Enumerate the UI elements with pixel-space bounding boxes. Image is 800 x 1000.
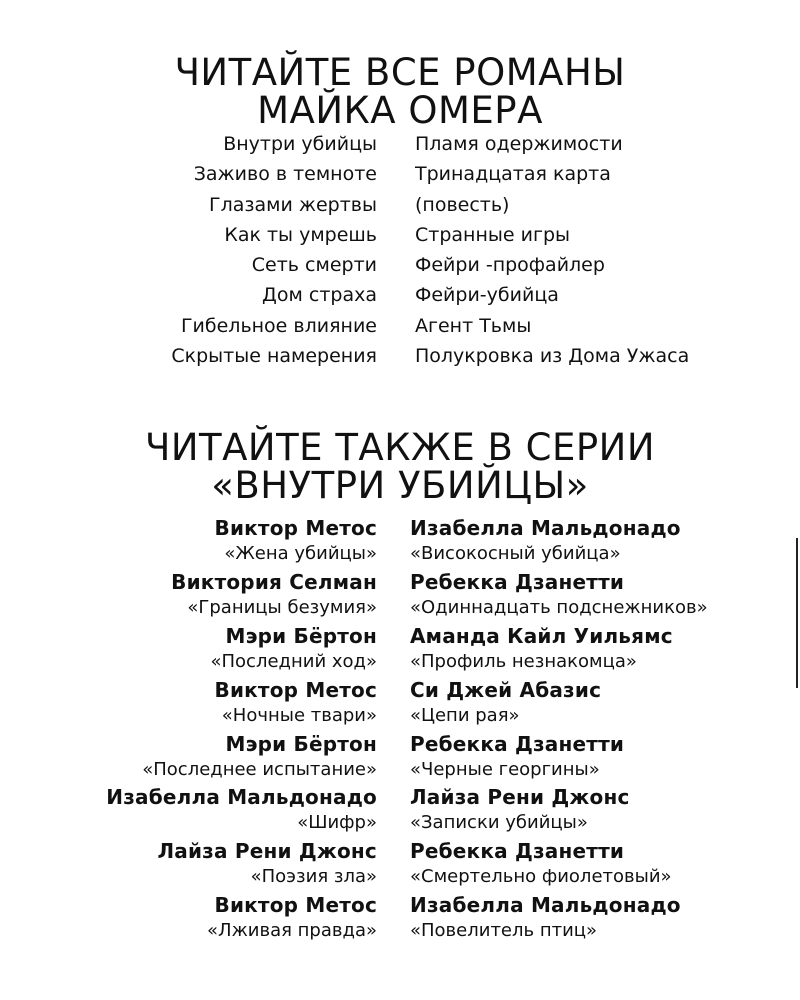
book-title: «Границы безумия» — [187, 596, 377, 618]
series-heading-line1: ЧИТАЙТЕ ТАКЖЕ В СЕРИИ — [144, 426, 656, 469]
series-heading-line2: «ВНУТРИ УБИЙЦЫ» — [211, 464, 589, 507]
novel-title-left: Внутри убийцы — [223, 133, 377, 155]
all-novels-heading-line1: ЧИТАЙТЕ ВСЕ РОМАНЫ — [174, 51, 626, 94]
series-book-left — [215, 677, 378, 728]
book-author: Виктор Метос — [214, 893, 377, 918]
series-row — [0, 731, 800, 785]
series-book-right — [410, 731, 624, 782]
book-author: Мэри Бёртон — [225, 623, 377, 648]
novel-row — [0, 190, 800, 220]
novel-title-left: Дом страха — [262, 284, 377, 307]
book-title: «Ночные твари» — [221, 704, 377, 726]
novel-row — [0, 129, 800, 159]
book-author: Виктор Метос — [214, 516, 377, 540]
book-author: Ребекка Дзанетти — [410, 731, 625, 756]
series-book-left — [157, 838, 377, 889]
novel-row — [0, 220, 800, 250]
novel-title-right: Фейри -профайлер — [415, 254, 605, 277]
novel-row — [0, 280, 800, 310]
all-novels-heading-line2: МАЙКА ОМЕРА — [257, 89, 543, 132]
series-row — [0, 677, 800, 731]
novel-row — [0, 159, 800, 189]
novel-title-right: Фейри-убийца — [415, 284, 559, 307]
novel-title-right: Полукровка из Дома Ужаса — [415, 345, 690, 368]
book-title: «Поэзия зла» — [250, 866, 377, 888]
book-author: Си Джей Абазис — [410, 677, 602, 702]
novel-title-right: Агент Тьмы — [415, 314, 532, 337]
series-book-left — [215, 515, 378, 566]
book-author: Аманда Кайл Уильямс — [410, 623, 673, 648]
series-book-right — [410, 892, 681, 943]
book-author: Виктория Селман — [171, 569, 377, 594]
novel-title-left: Как ты умрешь — [224, 223, 377, 246]
book-title: «Одиннадцать подснежников» — [410, 596, 708, 618]
series-book-left — [142, 731, 377, 782]
novel-title-left: Гибельное влияние — [180, 314, 377, 337]
book-author: Лайза Рени Джонс — [410, 785, 630, 810]
novel-title-left: Глазами жертвы — [209, 193, 377, 216]
series-book-right — [410, 838, 672, 889]
series-book-left — [207, 892, 377, 943]
page-edge-line — [796, 538, 798, 688]
book-title: «Високосный убийца» — [410, 543, 621, 564]
novel-row — [0, 311, 800, 341]
book-author: Ребекка Дзанетти — [410, 839, 625, 864]
series-list — [0, 515, 800, 946]
series-book-right — [410, 784, 630, 835]
novel-title-left: Заживо в темноте — [193, 163, 377, 186]
series-book-right — [410, 677, 601, 728]
book-title: «Смертельно фиолетовый» — [410, 866, 672, 888]
series-book-right — [410, 569, 708, 620]
book-author: Изабелла Мальдонадо — [410, 893, 681, 918]
novel-title-right: Пламя одержимости — [415, 133, 623, 155]
book-title: «Шифр» — [297, 812, 377, 834]
book-title: «Последнее испытание» — [142, 758, 377, 780]
series-row — [0, 623, 800, 677]
novel-title-right: Странные игры — [415, 223, 571, 246]
novel-title-left: Сеть смерти — [251, 254, 377, 277]
novel-title-right: (повесть) — [415, 193, 510, 216]
book-author: Изабелла Мальдонадо — [106, 785, 377, 810]
book-author: Изабелла Мальдонадо — [410, 516, 681, 540]
book-author: Мэри Бёртон — [225, 731, 377, 756]
novels-list — [0, 129, 800, 371]
book-author: Виктор Метос — [214, 677, 377, 702]
series-book-right — [410, 515, 681, 566]
series-row — [0, 515, 800, 569]
novel-row — [0, 250, 800, 280]
book-author: Ребекка Дзанетти — [410, 569, 625, 594]
series-row — [0, 784, 800, 838]
book-title: «Последний ход» — [210, 650, 377, 672]
novel-title-right: Тринадцатая карта — [415, 163, 611, 186]
novel-row — [0, 341, 800, 371]
series-row — [0, 569, 800, 623]
book-title: «Черные георгины» — [410, 758, 600, 780]
series-book-left — [106, 784, 377, 835]
series-book-right — [410, 623, 673, 674]
series-row — [0, 892, 800, 946]
book-title: «Записки убийцы» — [410, 812, 588, 834]
all-novels-heading — [0, 51, 800, 132]
book-title: «Жена убийцы» — [224, 543, 377, 564]
book-title: «Повелитель птиц» — [410, 920, 598, 942]
series-book-left — [171, 569, 377, 620]
series-book-left — [211, 623, 378, 674]
series-row — [0, 838, 800, 892]
series-heading — [0, 426, 800, 507]
novel-title-left: Скрытые намерения — [171, 345, 377, 368]
book-title: «Цепи рая» — [410, 704, 520, 726]
book-title: «Лживая правда» — [207, 920, 377, 942]
book-author: Лайза Рени Джонс — [157, 839, 377, 864]
book-title: «Профиль незнакомца» — [410, 650, 637, 672]
